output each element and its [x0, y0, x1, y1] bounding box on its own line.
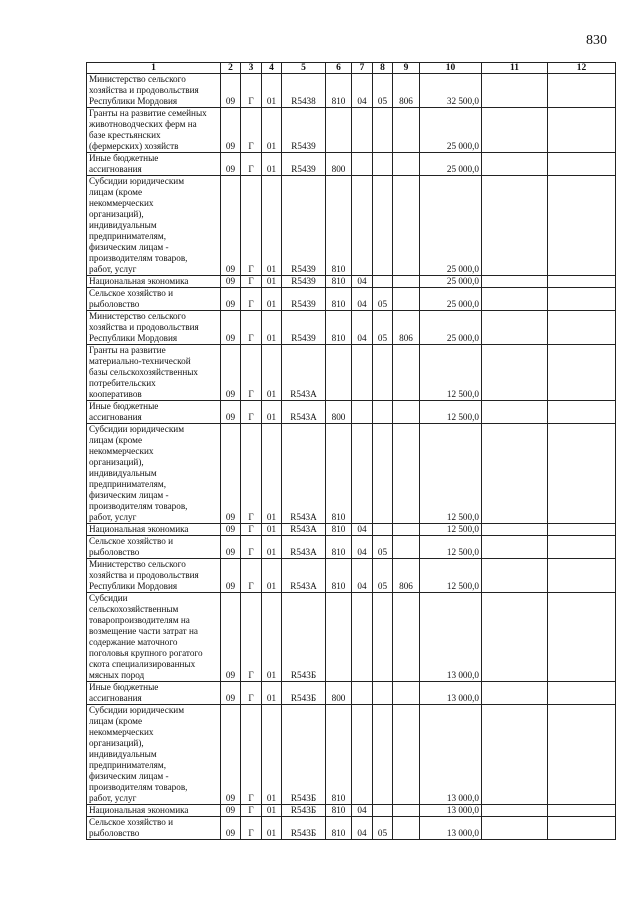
column-header: 6	[326, 63, 352, 74]
table-cell: R543Б	[282, 682, 326, 705]
amount-cell: 12 500,0	[420, 424, 482, 524]
table-cell: 01	[262, 345, 282, 401]
table-row	[87, 108, 616, 153]
table-cell: R543А	[282, 424, 326, 524]
table-cell: 01	[262, 276, 282, 288]
table-cell	[373, 108, 393, 153]
table-cell	[548, 176, 616, 276]
table-cell	[548, 524, 616, 536]
table-cell	[352, 682, 373, 705]
table-cell: Г	[241, 424, 262, 524]
table-body	[87, 74, 616, 840]
table-cell: 05	[373, 311, 393, 345]
row-name-cell: Гранты на развитие материально-технической базы сельскохозяйственных потребительских кооперативов	[87, 345, 221, 401]
amount-cell: 25 000,0	[420, 108, 482, 153]
table-cell: 09	[221, 559, 241, 593]
table-cell	[482, 176, 548, 276]
table-cell: R543Б	[282, 593, 326, 682]
table-cell: 09	[221, 74, 241, 108]
table-cell: 09	[221, 288, 241, 311]
table-row	[87, 705, 616, 805]
amount-cell: 12 500,0	[420, 559, 482, 593]
table-cell	[393, 682, 420, 705]
table-row	[87, 593, 616, 682]
table-row	[87, 424, 616, 524]
amount-cell: 32 500,0	[420, 74, 482, 108]
row-name-cell: Иные бюджетные ассигнования	[87, 153, 221, 176]
table-cell	[393, 705, 420, 805]
table-row	[87, 805, 616, 817]
table-cell	[393, 817, 420, 840]
table-cell: 810	[326, 74, 352, 108]
table-cell	[393, 536, 420, 559]
table-cell: 01	[262, 424, 282, 524]
table-cell: 810	[326, 276, 352, 288]
table-cell	[393, 276, 420, 288]
column-header: 8	[373, 63, 393, 74]
table-cell	[373, 276, 393, 288]
table-row	[87, 401, 616, 424]
table-cell	[373, 682, 393, 705]
table-cell: 810	[326, 559, 352, 593]
table-cell: 09	[221, 153, 241, 176]
table-cell	[352, 108, 373, 153]
table-cell: Г	[241, 401, 262, 424]
table-cell: 01	[262, 682, 282, 705]
table-cell	[373, 345, 393, 401]
row-name-cell: Субсидии сельскохозяйственным товаропроизводителям на возмещение части затрат на содержание маточного поголовья крупного рогатого скота специализированных мясных пород	[87, 593, 221, 682]
table-cell	[548, 311, 616, 345]
table-cell	[482, 153, 548, 176]
table-cell	[482, 424, 548, 524]
table-cell	[548, 536, 616, 559]
table-cell: 09	[221, 805, 241, 817]
amount-cell: 13 000,0	[420, 705, 482, 805]
table-cell	[548, 593, 616, 682]
table-cell	[548, 424, 616, 524]
table-cell: 01	[262, 524, 282, 536]
row-name-cell: Министерство сельского хозяйства и продовольствия Республики Мордовия	[87, 559, 221, 593]
table-row	[87, 682, 616, 705]
amount-cell: 12 500,0	[420, 401, 482, 424]
table-cell	[352, 153, 373, 176]
table-cell	[373, 176, 393, 276]
table-cell	[482, 536, 548, 559]
table-cell: 04	[352, 524, 373, 536]
amount-cell: 13 000,0	[420, 682, 482, 705]
table-cell: 810	[326, 536, 352, 559]
table-cell	[352, 593, 373, 682]
table-cell: 810	[326, 288, 352, 311]
table-cell	[393, 401, 420, 424]
table-cell: R543Б	[282, 705, 326, 805]
table-cell: 810	[326, 524, 352, 536]
column-header: 9	[393, 63, 420, 74]
table-cell: Г	[241, 805, 262, 817]
table-cell: R543Б	[282, 805, 326, 817]
table-cell: 806	[393, 311, 420, 345]
table-cell	[393, 345, 420, 401]
table-cell	[548, 153, 616, 176]
table-cell: 01	[262, 311, 282, 345]
amount-cell: 25 000,0	[420, 276, 482, 288]
table-row	[87, 288, 616, 311]
column-header: 7	[352, 63, 373, 74]
row-name-cell: Министерство сельского хозяйства и продовольствия Республики Мордовия	[87, 74, 221, 108]
table-row	[87, 153, 616, 176]
table-cell	[373, 524, 393, 536]
table-cell: R543А	[282, 401, 326, 424]
table-cell	[373, 424, 393, 524]
table-cell: R5439	[282, 288, 326, 311]
table-cell: Г	[241, 593, 262, 682]
table-cell: 09	[221, 593, 241, 682]
row-name-cell: Национальная экономика	[87, 805, 221, 817]
amount-cell: 12 500,0	[420, 345, 482, 401]
table-row	[87, 311, 616, 345]
table-row	[87, 74, 616, 108]
column-header: 12	[548, 63, 616, 74]
table-cell: Г	[241, 176, 262, 276]
table-cell: 806	[393, 74, 420, 108]
table-cell: 01	[262, 559, 282, 593]
table-cell	[482, 108, 548, 153]
table-cell: R5439	[282, 108, 326, 153]
table-cell: Г	[241, 311, 262, 345]
table-cell: 04	[352, 536, 373, 559]
table-cell: R543А	[282, 345, 326, 401]
table-cell	[482, 345, 548, 401]
table-cell	[393, 176, 420, 276]
amount-cell: 13 000,0	[420, 805, 482, 817]
table-cell	[482, 817, 548, 840]
table-cell: R5439	[282, 276, 326, 288]
table-cell: 04	[352, 559, 373, 593]
table-cell	[393, 593, 420, 682]
row-name-cell: Национальная экономика	[87, 524, 221, 536]
column-header: 11	[482, 63, 548, 74]
row-name-cell: Иные бюджетные ассигнования	[87, 682, 221, 705]
row-name-cell: Сельское хозяйство и рыболовство	[87, 288, 221, 311]
amount-cell: 25 000,0	[420, 153, 482, 176]
table-cell: Г	[241, 817, 262, 840]
table-cell	[326, 345, 352, 401]
table-cell	[373, 153, 393, 176]
table-cell	[482, 311, 548, 345]
table-cell: 09	[221, 176, 241, 276]
table-cell	[393, 805, 420, 817]
row-name-cell: Иные бюджетные ассигнования	[87, 401, 221, 424]
table-cell	[393, 524, 420, 536]
table-row	[87, 276, 616, 288]
table-cell: 04	[352, 311, 373, 345]
table-cell: 810	[326, 176, 352, 276]
table-cell: 01	[262, 108, 282, 153]
row-name-cell: Министерство сельского хозяйства и продовольствия Республики Мордовия	[87, 311, 221, 345]
table-cell: 810	[326, 424, 352, 524]
table-cell: R543А	[282, 559, 326, 593]
table-cell: Г	[241, 288, 262, 311]
table-cell: 01	[262, 705, 282, 805]
table-cell: Г	[241, 276, 262, 288]
table-cell: 01	[262, 593, 282, 682]
amount-cell: 25 000,0	[420, 176, 482, 276]
table-cell	[393, 108, 420, 153]
table-cell	[482, 524, 548, 536]
table-cell	[548, 345, 616, 401]
table-cell: 09	[221, 682, 241, 705]
table-cell: 09	[221, 524, 241, 536]
table-cell	[393, 424, 420, 524]
table-cell	[482, 682, 548, 705]
table-cell: R543Б	[282, 817, 326, 840]
table-cell: 01	[262, 401, 282, 424]
table-cell	[548, 559, 616, 593]
amount-cell: 13 000,0	[420, 593, 482, 682]
amount-cell: 12 500,0	[420, 524, 482, 536]
table-cell: 09	[221, 424, 241, 524]
table-cell: 05	[373, 559, 393, 593]
table-cell	[482, 805, 548, 817]
table-cell: R5439	[282, 311, 326, 345]
table-cell	[548, 108, 616, 153]
table-cell: 01	[262, 817, 282, 840]
table-cell: 04	[352, 288, 373, 311]
table-cell: R543А	[282, 524, 326, 536]
budget-table	[86, 62, 616, 840]
table-cell: Г	[241, 705, 262, 805]
column-header: 3	[241, 63, 262, 74]
table-row	[87, 345, 616, 401]
table-cell: 04	[352, 805, 373, 817]
table-cell: Г	[241, 524, 262, 536]
table-cell: 810	[326, 805, 352, 817]
table-cell	[548, 288, 616, 311]
table-cell: R543А	[282, 536, 326, 559]
table-cell	[352, 401, 373, 424]
table-row	[87, 524, 616, 536]
table-cell	[548, 682, 616, 705]
row-name-cell: Сельское хозяйство и рыболовство	[87, 817, 221, 840]
column-header: 2	[221, 63, 241, 74]
table-cell: R5438	[282, 74, 326, 108]
table-cell	[548, 276, 616, 288]
row-name-cell: Субсидии юридическим лицам (кроме некоммерческих организаций), индивидуальным предпринимателям, физическим лицам - производителям товаров, работ, услуг	[87, 176, 221, 276]
page-number: 830	[586, 33, 607, 48]
table-cell: 04	[352, 74, 373, 108]
table-cell	[482, 593, 548, 682]
table-cell: Г	[241, 153, 262, 176]
table-cell: 04	[352, 276, 373, 288]
table-cell: 09	[221, 705, 241, 805]
table-cell: 810	[326, 817, 352, 840]
column-header: 4	[262, 63, 282, 74]
table-cell	[482, 705, 548, 805]
column-header: 5	[282, 63, 326, 74]
table-cell: Г	[241, 559, 262, 593]
table-cell: 09	[221, 345, 241, 401]
table-cell	[482, 74, 548, 108]
amount-cell: 13 000,0	[420, 817, 482, 840]
table-cell: 800	[326, 682, 352, 705]
table-cell	[393, 153, 420, 176]
table-cell	[373, 593, 393, 682]
table-cell	[352, 176, 373, 276]
table-cell: 01	[262, 536, 282, 559]
table-cell	[326, 593, 352, 682]
table-row	[87, 817, 616, 840]
table-cell	[482, 276, 548, 288]
row-name-cell: Субсидии юридическим лицам (кроме некоммерческих организаций), индивидуальным предпринимателям, физическим лицам - производителям товаров, работ, услуг	[87, 705, 221, 805]
table-cell	[548, 817, 616, 840]
table-cell	[482, 401, 548, 424]
column-header: 10	[420, 63, 482, 74]
amount-cell: 12 500,0	[420, 536, 482, 559]
table-cell: 800	[326, 153, 352, 176]
table-cell: 01	[262, 288, 282, 311]
table-cell	[373, 401, 393, 424]
row-name-cell: Гранты на развитие семейных животноводческих ферм на базе крестьянских (фермерских) хозяйств	[87, 108, 221, 153]
row-name-cell: Сельское хозяйство и рыболовство	[87, 536, 221, 559]
table-cell	[393, 288, 420, 311]
header-row	[87, 63, 616, 74]
table-cell: 04	[352, 817, 373, 840]
table-cell: 01	[262, 805, 282, 817]
table-cell: 01	[262, 176, 282, 276]
row-name-cell: Национальная экономика	[87, 276, 221, 288]
table-cell: 806	[393, 559, 420, 593]
table-cell	[352, 345, 373, 401]
table-cell: Г	[241, 682, 262, 705]
table-cell: 05	[373, 536, 393, 559]
amount-cell: 25 000,0	[420, 311, 482, 345]
table-cell: R5439	[282, 153, 326, 176]
table-cell	[548, 805, 616, 817]
table-cell: R5439	[282, 176, 326, 276]
table-cell	[373, 805, 393, 817]
table-cell: 09	[221, 311, 241, 345]
table-cell: 810	[326, 311, 352, 345]
table-cell: 09	[221, 276, 241, 288]
table-row	[87, 536, 616, 559]
table-cell	[482, 288, 548, 311]
table-cell: 01	[262, 74, 282, 108]
table-cell: 810	[326, 705, 352, 805]
table-row	[87, 559, 616, 593]
table-cell: Г	[241, 74, 262, 108]
table-cell: 09	[221, 536, 241, 559]
column-header: 1	[87, 63, 221, 74]
table-cell: Г	[241, 345, 262, 401]
row-name-cell: Субсидии юридическим лицам (кроме некоммерческих организаций), индивидуальным предпринимателям, физическим лицам - производителям товаров, работ, услуг	[87, 424, 221, 524]
table-cell: 05	[373, 288, 393, 311]
table-row	[87, 176, 616, 276]
table-cell	[352, 424, 373, 524]
table-cell: 01	[262, 153, 282, 176]
table-cell	[482, 559, 548, 593]
table-cell: 05	[373, 817, 393, 840]
table-cell	[548, 74, 616, 108]
table-cell	[548, 401, 616, 424]
table-cell	[352, 705, 373, 805]
table-cell: 800	[326, 401, 352, 424]
amount-cell: 25 000,0	[420, 288, 482, 311]
table-cell: 05	[373, 74, 393, 108]
table-cell: Г	[241, 536, 262, 559]
table-cell: 09	[221, 817, 241, 840]
table-cell: 09	[221, 108, 241, 153]
table-cell	[548, 705, 616, 805]
table-cell: 09	[221, 401, 241, 424]
table-cell: Г	[241, 108, 262, 153]
table-cell	[373, 705, 393, 805]
table-cell	[326, 108, 352, 153]
